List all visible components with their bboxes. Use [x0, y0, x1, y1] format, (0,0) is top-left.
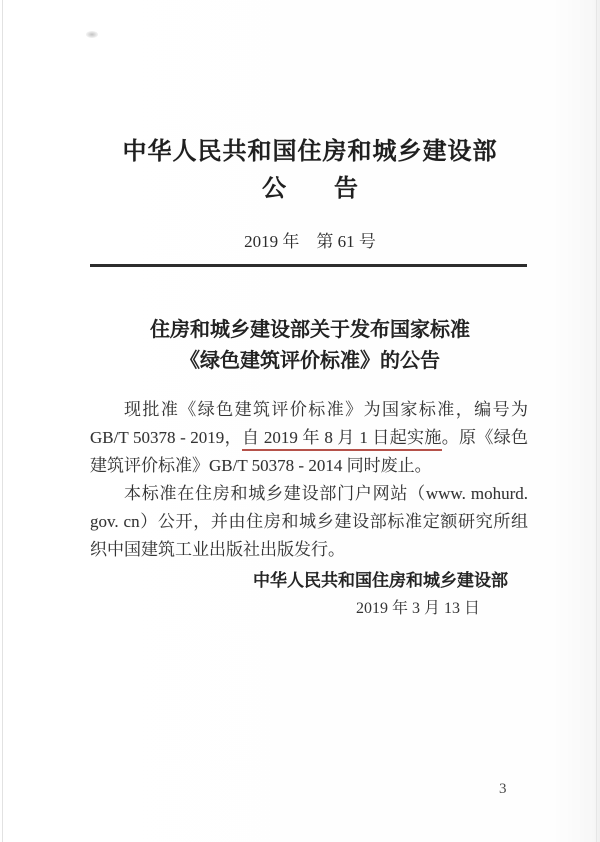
scan-right-edge-line — [596, 0, 597, 842]
issue-number: 2019 年 第 61 号 — [244, 232, 376, 251]
paragraph-approval — [90, 396, 528, 480]
page-number: 3 — [499, 781, 507, 797]
scan-left-edge-line — [2, 0, 3, 842]
issuer-signature: 中华人民共和国住房和城乡建设部 — [253, 571, 508, 590]
effective-date-underlined: 自 2019 年 8 月 1 日起实施 — [242, 428, 442, 451]
body-text-block — [90, 396, 528, 564]
announcement-word: 公 告 — [262, 176, 358, 202]
issue-date: 2019 年 3 月 13 日 — [355, 600, 480, 617]
paragraph-approval-tail: 。原《绿色建筑评价标准》GB/T 50378 - 2014 同时废止。 — [90, 428, 529, 475]
subject-title-line1: 住房和城乡建设部关于发布国家标准 — [150, 319, 470, 341]
agency-title: 中华人民共和国住房和城乡建设部 — [122, 139, 498, 165]
ink-smudge-artifact — [86, 31, 98, 38]
subject-title-line2: 《绿色建筑评价标准》的公告 — [180, 350, 440, 372]
paragraph-publication: 本标准在住房和城乡建设部门户网站（www. mohurd. gov. cn）公开，并由住房和城乡建设部标准定额研究所组织中国建筑工业出版社出版发行。 — [90, 484, 528, 559]
header-divider-rule — [90, 264, 527, 267]
paragraph-approval-lead: 现批准《绿色建筑评价标准》为国家标准，编号为 GB/T 50378 - 2019， — [90, 400, 528, 447]
